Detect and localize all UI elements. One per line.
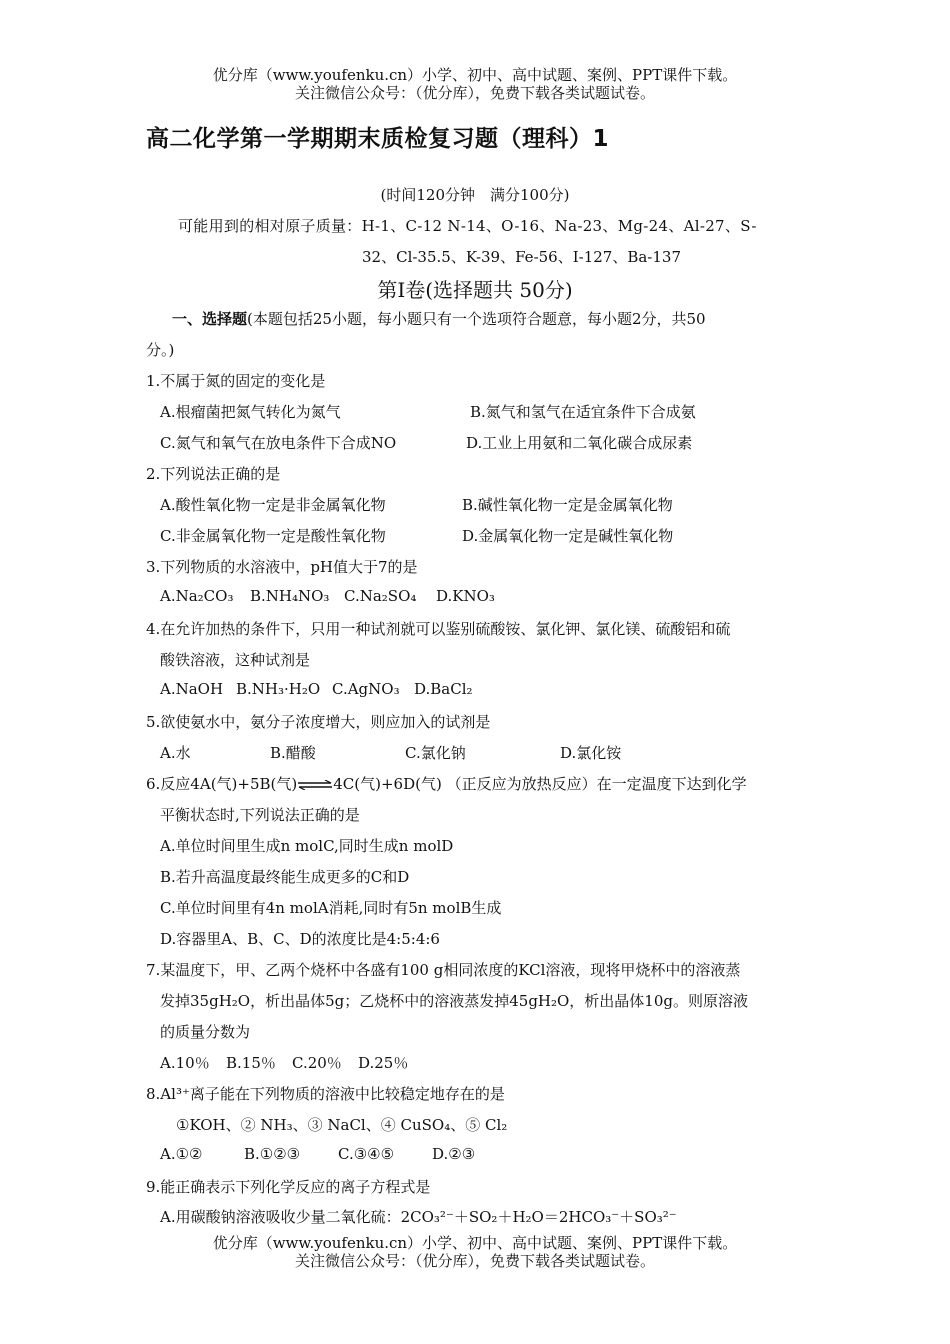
q4-option-d: D.BaCl₂ [414,680,473,698]
q8-option-b: B.①②③ [244,1145,301,1163]
part1-heading [172,308,706,329]
q5-option-b: B.醋酸 [270,744,316,762]
q5-option-d: D.氯化铵 [560,744,622,762]
header-line-1: 优分库（www.youfenku.cn）小学、初中、高中试题、案例、PPT课件下载。 [212,66,738,84]
q2-option-a: A.酸性氧化物一定是非金属氧化物 [160,496,386,514]
q4-option-b: B.NH₃·H₂O [236,680,321,698]
part1-label: 一、选择题 [172,310,248,328]
q4-option-a: A.NaOH [160,680,224,698]
q6-option-d: D.容器里A、B、C、D的浓度比是4:5:4:6 [160,930,440,948]
q3-option-b: B.NH₄NO₃ [250,587,330,605]
q7-option-c: C.20％ [292,1054,342,1072]
q8-option-d: D.②③ [432,1145,476,1163]
q7-option-d: D.25％ [358,1054,409,1072]
q2-option-d: D.金属氧化物一定是碱性氧化物 [462,527,674,545]
q3-option-c: C.Na₂SO₄ [344,587,417,605]
q5-stem: 5.欲使氨水中，氨分子浓度增大，则应加入的试剂是 [146,713,491,731]
q2-stem: 2.下列说法正确的是 [146,465,281,483]
footer-line-1: 优分库（www.youfenku.cn）小学、初中、高中试题、案例、PPT课件下载。 [212,1234,738,1252]
q3-option-d: D.KNO₃ [436,587,495,605]
q2-option-b: B.碱性氧化物一定是金属氧化物 [462,496,673,514]
atomic-mass-line-2: 32、Cl-35.5、K-39、Fe-56、I-127、Ba-137 [362,248,682,266]
q1-option-b: B.氮气和氢气在适宜条件下合成氨 [470,403,696,421]
q2-option-c: C.非金属氧化物一定是酸性氧化物 [160,527,386,545]
q6-option-b: B.若升高温度最终能生成更多的C和D [160,868,410,886]
q4-option-c: C.AgNO₃ [332,680,400,698]
section-title: 第Ⅰ卷(选择题共 50分) [377,278,573,302]
q1-option-a: A.根瘤菌把氮气转化为氮气 [160,403,341,421]
equilibrium-arrow-icon [297,780,333,790]
q4-stem-line-2: 酸铁溶液，这种试剂是 [160,651,311,669]
q6-stem-post: 4C(气)+6D(气) （正反应为放热反应）在一定温度下达到化学 [333,775,747,793]
q6-stem-line-2: 平衡状态时,下列说法正确的是 [160,806,360,824]
q7-option-a: A.10％ [160,1054,210,1072]
q1-option-c: C.氮气和氧气在放电条件下合成NO [160,434,397,452]
q8-stem: 8.Al³⁺离子能在下列物质的溶液中比较稳定地存在的是 [146,1085,505,1103]
q7-option-b: B.15％ [226,1054,276,1072]
q7-stem-line-1: 7.某温度下，甲、乙两个烧杯中各盛有100 g相同浓度的KCl溶液，现将甲烧杯中的溶液蒸 [146,961,741,979]
q6-option-a: A.单位时间里生成n molC,同时生成n molD [160,837,454,855]
page-title: 高二化学第一学期期末质检复习题（理科）1 [146,126,610,152]
q8-items: ①KOH、② NH₃、③ NaCl、④ CuSO₄、⑤ Cl₂ [176,1116,508,1134]
q7-stem-line-2: 发掉35gH₂O，析出晶体5g；乙烧杯中的溶液蒸发掉45gH₂O，析出晶体10g。则原溶液 [160,992,748,1010]
atomic-mass-line-1: 可能用到的相对原子质量：H-1、C-12 N-14、O-16、Na-23、Mg-24、Al-27、S- [178,217,757,235]
q3-stem: 3.下列物质的水溶液中，pH值大于7的是 [146,558,418,576]
q7-stem-line-3: 的质量分数为 [160,1023,251,1041]
footer-line-2: 关注微信公众号：（优分库），免费下载各类试题试卷。 [294,1252,655,1270]
q6-option-c: C.单位时间里有4n molA消耗,同时有5n molB生成 [160,899,502,917]
time-info: (时间120分钟 满分100分) [380,186,570,204]
q8-option-a: A.①② [160,1145,203,1163]
q6-stem-pre: 6.反应4A(气)+5B(气) [146,775,298,793]
q5-option-a: A.水 [160,744,191,762]
q9-option-a: A.用碳酸钠溶液吸收少量二氧化硫：2CO₃²⁻＋SO₂＋H₂O＝2HCO₃⁻＋SO₃²⁻ [160,1208,677,1226]
part1-desc-line-2: 分。) [146,341,175,359]
q1-stem: 1.不属于氮的固定的变化是 [146,372,326,390]
q4-stem-line-1: 4.在允许加热的条件下，只用一种试剂就可以鉴别硫酸铵、氯化钾、氯化镁、硫酸铝和硫 [146,620,731,638]
q8-option-c: C.③④⑤ [338,1145,395,1163]
q6-stem-line-1 [146,773,747,794]
header-line-2: 关注微信公众号：（优分库），免费下载各类试题试卷。 [294,84,655,102]
q1-option-d: D.工业上用氨和二氧化碳合成尿素 [466,434,693,452]
part1-desc: (本题包括25小题，每小题只有一个选项符合题意，每小题2分，共50 [247,310,706,328]
q5-option-c: C.氯化钠 [405,744,466,762]
q3-option-a: A.Na₂CO₃ [160,587,234,605]
q9-stem: 9.能正确表示下列化学反应的离子方程式是 [146,1178,431,1196]
